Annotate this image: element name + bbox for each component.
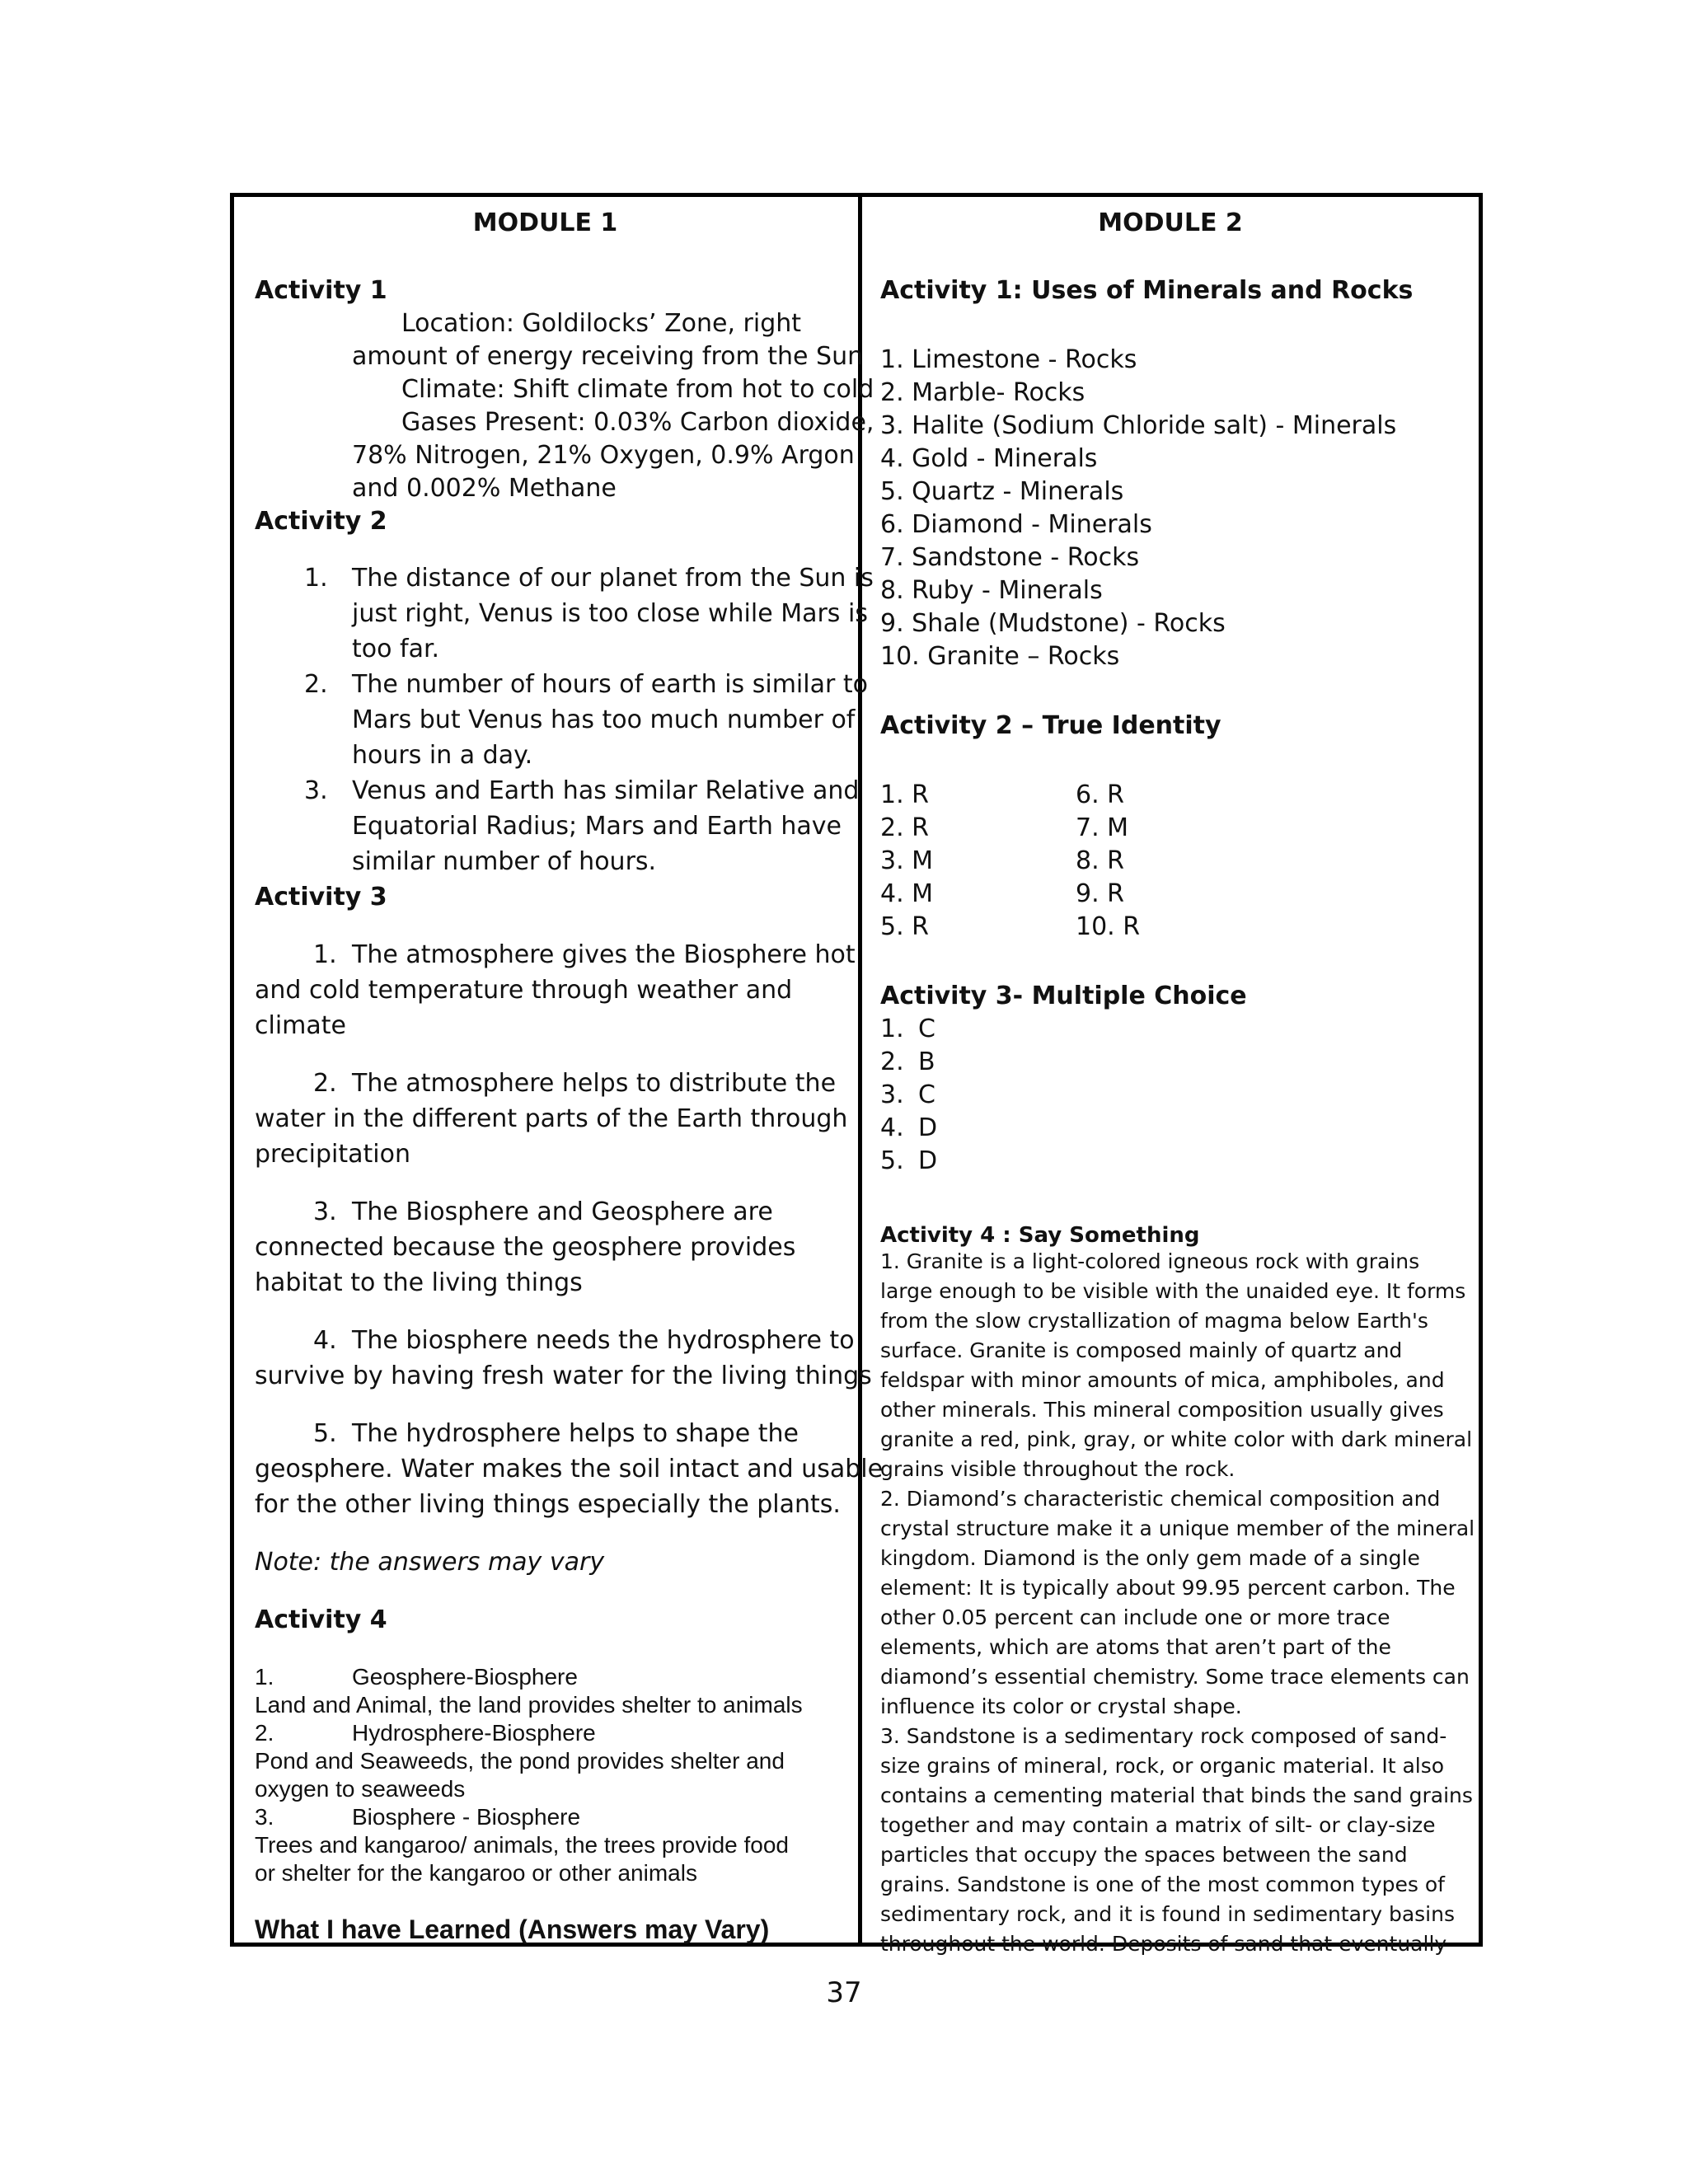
m1-activity1-heading: Activity 1 [255, 276, 387, 305]
m1-a3-line: water in the different parts of the Earth through [255, 1104, 848, 1133]
m1-a2-line: The distance of our planet from the Sun is [352, 564, 874, 593]
m1-a3-line: The biosphere needs the hydrosphere to [352, 1326, 855, 1355]
m1-a3-num: 3. [313, 1197, 337, 1226]
m2-a1-item: 7. Sandstone - Rocks [880, 543, 1140, 572]
m2-a4-line: together and may contain a matrix of silt- or clay-size [880, 1813, 1436, 1837]
m2-a4-line: large enough to be visible with the unaided eye. It forms [880, 1279, 1466, 1303]
m2-a4-line: granite a red, pink, gray, or white color with dark mineral [880, 1427, 1473, 1451]
m2-a3-num: 2. [880, 1047, 904, 1076]
m1-a2-line: Mars but Venus has too much number of [352, 705, 856, 734]
m2-a4-line: 2. Diamond’s characteristic chemical composition and [880, 1487, 1441, 1511]
m2-a4-line: kingdom. Diamond is the only gem made of a single [880, 1546, 1420, 1570]
m1-a3-num: 2. [313, 1069, 337, 1098]
m1-a3-line: connected because the geosphere provides [255, 1233, 796, 1262]
m1-a2-num: 1. [304, 564, 328, 593]
m1-a2-num: 3. [304, 776, 328, 805]
m1-a2-line: similar number of hours. [352, 847, 657, 876]
answer-key-table [230, 193, 1483, 1956]
module2-column [862, 197, 1479, 1956]
m1-activity3-heading: Activity 3 [255, 883, 387, 912]
m2-a4-line: elements, which are atoms that aren’t part of the [880, 1635, 1391, 1659]
m2-a3-num: 1. [880, 1015, 904, 1043]
m2-a3-answer: D [918, 1146, 938, 1175]
m1-learned-heading: What I have Learned (Answers may Vary) [255, 1915, 770, 1944]
m2-a4-line: feldspar with minor amounts of mica, amphiboles, and [880, 1368, 1445, 1392]
m2-a4-line: diamond’s essential chemistry. Some trace elements can [880, 1665, 1470, 1689]
m1-a4-num: 1. [255, 1664, 274, 1690]
m1-a3-line: precipitation [255, 1140, 410, 1169]
m1-a2-line: Equatorial Radius; Mars and Earth have [352, 812, 842, 841]
m1-a1-line: Climate: Shift climate from hot to cold [401, 375, 874, 404]
m2-activity2-heading: Activity 2 – True Identity [880, 711, 1221, 740]
page-number: 37 [826, 1976, 862, 2009]
m2-a4-line: other 0.05 percent can include one or more trace [880, 1605, 1390, 1629]
m1-a4-line: or shelter for the kangaroo or other animals [255, 1860, 697, 1886]
m1-a3-line: The atmosphere gives the Biosphere hot [352, 940, 856, 969]
m1-a3-line: The atmosphere helps to distribute the [352, 1069, 837, 1098]
module1-column [234, 197, 884, 1944]
m2-a4-line: influence its color or crystal shape. [880, 1694, 1242, 1718]
m1-a3-line: habitat to the living things [255, 1268, 583, 1297]
m2-a2-answer: 2. R [880, 813, 930, 842]
m2-a1-item: 5. Quartz - Minerals [880, 477, 1124, 506]
m1-a3-num: 5. [313, 1419, 337, 1448]
m1-a1-line: amount of energy receiving from the Sun [352, 342, 864, 371]
m2-a1-item: 2. Marble- Rocks [880, 378, 1085, 407]
m2-activity1-heading: Activity 1: Uses of Minerals and Rocks [880, 276, 1414, 305]
m1-a4-num: 2. [255, 1720, 274, 1746]
m2-a2-answer: 9. R [1076, 879, 1125, 908]
m2-a4-line: 1. Granite is a light-colored igneous rock with grains [880, 1249, 1420, 1273]
m1-a3-line: for the other living things especially the plants. [255, 1490, 841, 1519]
m1-a2-line: too far. [352, 635, 440, 663]
m2-a1-item: 6. Diamond - Minerals [880, 510, 1152, 539]
m1-a3-line: survive by having fresh water for the living things [255, 1361, 872, 1390]
m1-a4-title: Geosphere-Biosphere [352, 1664, 578, 1690]
m2-a4-line: crystal structure make it a unique member of the mineral [880, 1516, 1475, 1540]
m2-a1-item: 4. Gold - Minerals [880, 444, 1098, 473]
m1-a4-line: Trees and kangaroo/ animals, the trees provide food [255, 1832, 790, 1858]
m2-a3-answer: C [918, 1080, 935, 1109]
m1-a2-line: The number of hours of earth is similar to [352, 670, 868, 699]
m1-a1-line: Location: Goldilocks’ Zone, right [401, 309, 802, 338]
m1-a1-line: Gases Present: 0.03% Carbon dioxide, [401, 408, 874, 437]
m1-a3-line: and cold temperature through weather and [255, 976, 793, 1005]
m1-a4-num: 3. [255, 1804, 274, 1830]
m2-a4-line: surface. Granite is composed mainly of quartz and [880, 1338, 1403, 1362]
m2-a1-item: 1. Limestone - Rocks [880, 345, 1137, 374]
m2-a3-num: 5. [880, 1146, 904, 1175]
m2-a2-answer: 3. M [880, 846, 934, 875]
m2-a4-line: sedimentary rock, and it is found in sedimentary basins [880, 1902, 1455, 1926]
m2-a4-line: 3. Sandstone is a sedimentary rock composed of sand- [880, 1724, 1447, 1748]
m1-a3-line: geosphere. Water makes the soil intact and usable [255, 1455, 884, 1483]
m2-a2-answer: 7. M [1076, 813, 1129, 842]
m2-a2-answer: 5. R [880, 912, 930, 941]
m1-a4-title: Hydrosphere-Biosphere [352, 1720, 596, 1746]
m1-a2-line: just right, Venus is too close while Mars is [352, 599, 868, 628]
m2-a4-line: grains visible throughout the rock. [880, 1457, 1236, 1481]
m1-a1-line: 78% Nitrogen, 21% Oxygen, 0.9% Argon [352, 441, 855, 470]
m2-a4-line: element: It is typically about 99.95 percent carbon. The [880, 1576, 1456, 1600]
m1-a2-line: hours in a day. [352, 741, 533, 770]
m1-a2-line: Venus and Earth has similar Relative and [352, 776, 860, 805]
m1-activity4-heading: Activity 4 [255, 1605, 387, 1634]
m1-a3-note: Note: the answers may vary [255, 1548, 605, 1577]
m1-a4-title: Biosphere - Biosphere [352, 1804, 581, 1830]
m2-a2-answer: 1. R [880, 780, 930, 809]
m2-a2-answer: 6. R [1076, 780, 1125, 809]
m1-a3-line: The hydrosphere helps to shape the [352, 1419, 799, 1448]
m2-a4-line: particles that occupy the spaces between the sand [880, 1843, 1408, 1867]
m2-a4-line: from the slow crystallization of magma below Earth's [880, 1309, 1428, 1333]
m2-activity3-heading: Activity 3- Multiple Choice [880, 982, 1247, 1010]
m2-a4-line: size grains of mineral, rock, or organic material. It also [880, 1754, 1445, 1778]
m1-a4-line: Land and Animal, the land provides shelter to animals [255, 1692, 803, 1718]
m1-a4-line: Pond and Seaweeds, the pond provides shelter and [255, 1748, 785, 1774]
m1-a4-line: oxygen to seaweeds [255, 1776, 466, 1802]
m2-a4-line: other minerals. This mineral composition usually gives [880, 1398, 1444, 1422]
m1-activity2-heading: Activity 2 [255, 507, 387, 536]
m1-a3-line: climate [255, 1011, 346, 1040]
m1-a3-line: The Biosphere and Geosphere are [352, 1197, 773, 1226]
m2-a4-line: grains. Sandstone is one of the most common types of [880, 1872, 1445, 1896]
m2-a3-answer: C [918, 1015, 935, 1043]
m2-a2-answer: 4. M [880, 879, 934, 908]
m2-a3-answer: D [918, 1113, 938, 1142]
module1-title: MODULE 1 [472, 209, 618, 237]
m2-a2-answer: 10. R [1076, 912, 1141, 941]
m1-a2-num: 2. [304, 670, 328, 699]
m1-a1-line: and 0.002% Methane [352, 474, 617, 503]
m2-a2-answer: 8. R [1076, 846, 1125, 875]
m2-a1-item: 10. Granite – Rocks [880, 642, 1120, 671]
m2-a4-line-cut: throughout the world. Deposits of sand that eventually [880, 1932, 1447, 1956]
module2-title: MODULE 2 [1098, 209, 1243, 237]
m2-activity4-heading: Activity 4 : Say Something [880, 1223, 1200, 1248]
m2-a3-num: 3. [880, 1080, 904, 1109]
m2-a1-item: 9. Shale (Mudstone) - Rocks [880, 609, 1226, 638]
m2-a3-num: 4. [880, 1113, 904, 1142]
m1-a3-num: 4. [313, 1326, 337, 1355]
m2-a1-item: 8. Ruby - Minerals [880, 576, 1103, 605]
m1-a3-num: 1. [313, 940, 337, 969]
m2-a1-item: 3. Halite (Sodium Chloride salt) - Minerals [880, 411, 1397, 440]
m2-a3-answer: B [918, 1047, 935, 1076]
m2-a4-line: contains a cementing material that binds the sand grains [880, 1783, 1473, 1807]
